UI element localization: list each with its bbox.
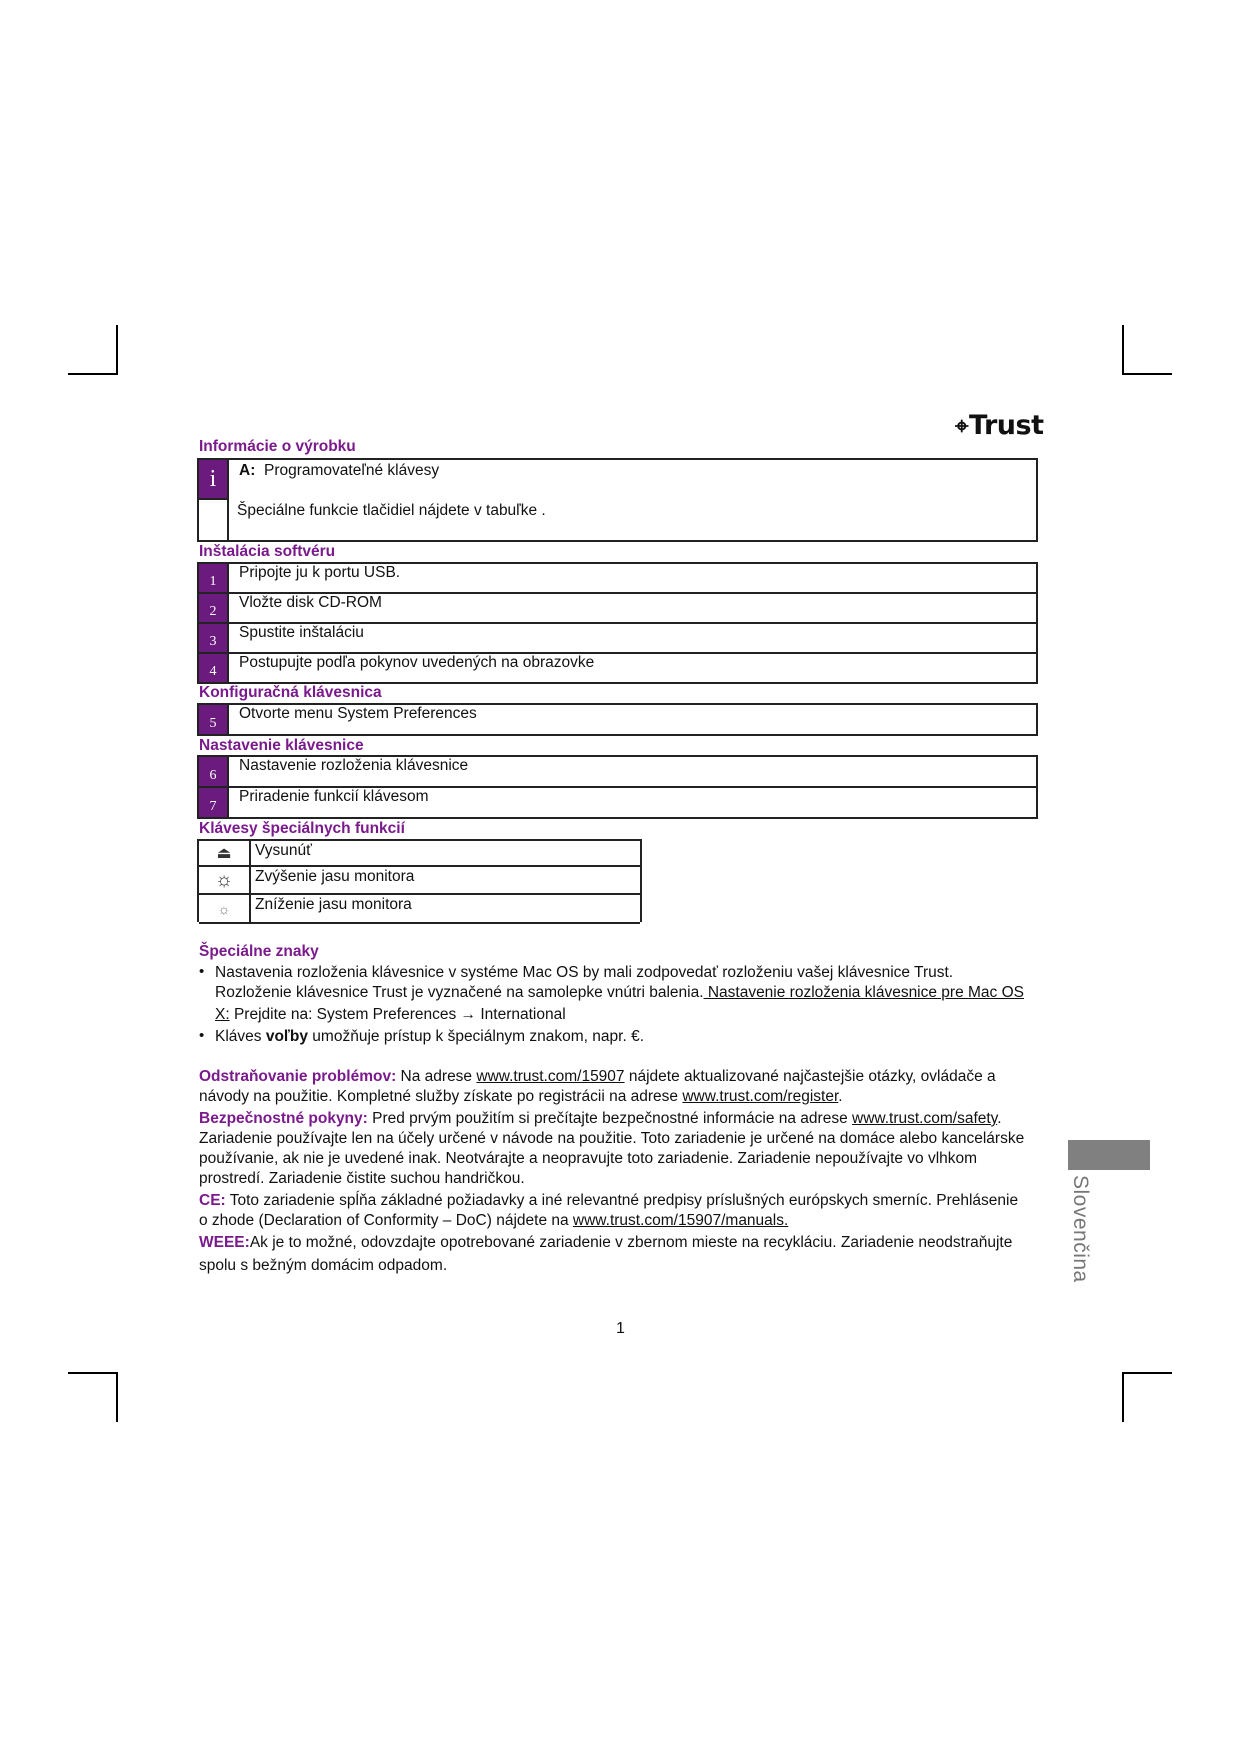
special-key-text: Vysunúť	[255, 842, 312, 859]
special-key-row	[199, 841, 640, 867]
install-step-2	[197, 592, 1038, 624]
step-text: Otvorte menu System Preferences	[239, 705, 477, 722]
step-number: 7	[199, 788, 229, 817]
special-keys-heading: Klávesy špeciálnych funkcií	[199, 820, 405, 837]
special-chars-bullet-2: Kláves voľby umožňuje prístup k špeciálnym znakom, napr. €.	[215, 1028, 644, 1045]
special-chars-bullet-1: Nastavenia rozloženia klávesnice v systéme Mac OS by mali zodpovedať rozloženiu vašej klávesnice Trust. Rozloženie klávesnice Trust je vyznačené na samolepke vnútri balenia. Nastavenie rozloženia klávesnice pre Mac OS X: Prejdite na: System Preferences → International	[215, 964, 1024, 1023]
page-number: 1	[616, 1320, 625, 1337]
config-step-5	[197, 703, 1038, 736]
step-number: 2	[199, 594, 229, 622]
special-keys-table	[197, 839, 642, 922]
weee-paragraph: WEEE:Ak je to možné, odovzdajte opotrebované zariadenie v zbernom mieste na recykláciu. Zariadenie neodstraňujte spolu s bežným domácim odpadom.	[199, 1234, 1013, 1274]
step-number: 4	[199, 654, 229, 682]
keyboard-settings-heading: Nastavenie klávesnice	[199, 737, 364, 754]
info-icon: i	[199, 460, 229, 500]
safety-link[interactable]: www.trust.com/safety	[852, 1110, 998, 1127]
special-key-row	[199, 895, 640, 924]
step-number: 1	[199, 564, 229, 592]
language-label: Slovenčina	[1069, 1175, 1092, 1283]
manuals-link[interactable]: www.trust.com/15907/manuals.	[572, 1212, 789, 1229]
special-key-text: Zvýšenie jasu monitora	[255, 868, 415, 885]
eject-icon: ⏏	[199, 841, 251, 865]
ce-paragraph: CE: Toto zariadenie spĺňa základné požiadavky a iné relevantné predpisy príslušných európskych smerníc. Prehlásenie o zhode (Declaration of Conformity – DoC) nájdete na www.trust.com/15907/manuals.	[199, 1192, 1019, 1229]
install-step-4	[197, 652, 1038, 684]
keyboard-config-heading: Konfiguračná klávesnica	[199, 684, 382, 701]
brightness-down-icon: ☼	[199, 895, 251, 922]
safety-paragraph: Bezpečnostné pokyny: Pred prvým použitím si prečítajte bezpečnostné informácie na adrese www.trust.com/safety. Zariadenie používajte len na účely určené v návode na použitie. Toto zariadenie je určené na domáce alebo kancelárske používanie, ak nie je uvedené inak. Neotvárajte a neopravujte toto zariadenie. Zariadenie nepoužívajte vo vlhkom prostredí. Zariadenie čistite suchou handričkou.	[199, 1110, 1025, 1187]
trust-logo-icon: ⌖	[955, 412, 969, 440]
info-blank-cell	[199, 500, 229, 540]
step-text: Pripojte ju k portu USB.	[239, 564, 401, 581]
special-key-text: Zníženie jasu monitora	[255, 896, 412, 913]
special-chars-heading: Špeciálne znaky	[199, 943, 319, 960]
product-info-heading: Informácie o výrobku	[199, 438, 356, 455]
troubleshooting-paragraph: Odstraňovanie problémov: Na adrese www.trust.com/15907 nájdete aktualizované najčastejšie otázky, ovládače a návody na použitie. Kompletné služby získate po registrácii na adrese www.trust.com/register.	[199, 1068, 996, 1105]
step-number: 6	[199, 757, 229, 786]
trust-logo: ⌖Trust	[955, 410, 1044, 441]
language-tab	[1068, 1140, 1150, 1170]
product-note: Špeciálne funkcie tlačidiel nájdete v tabuľke .	[237, 502, 546, 519]
bullet-dot: •	[199, 1027, 205, 1044]
install-step-1	[197, 562, 1038, 594]
step-text: Priradenie funkcií klávesom	[239, 788, 429, 805]
step-text: Postupujte podľa pokynov uvedených na obrazovke	[239, 654, 595, 671]
brightness-up-icon: ☼	[199, 867, 251, 893]
register-link[interactable]: www.trust.com/register	[682, 1088, 839, 1105]
settings-step-7	[197, 786, 1038, 819]
product-info-box	[197, 458, 1038, 542]
install-step-3	[197, 622, 1038, 654]
software-install-heading: Inštalácia softvéru	[199, 543, 336, 560]
step-text: Nastavenie rozloženia klávesnice	[239, 757, 469, 774]
bullet-dot: •	[199, 963, 205, 980]
step-text: Vložte disk CD-ROM	[239, 594, 382, 611]
faq-link[interactable]: www.trust.com/15907	[476, 1068, 625, 1085]
product-key-line: A: Programovateľné klávesy	[239, 462, 440, 479]
settings-step-6	[197, 755, 1038, 788]
special-key-row	[199, 867, 640, 895]
step-number: 3	[199, 624, 229, 652]
step-number: 5	[199, 705, 229, 734]
step-text: Spustite inštaláciu	[239, 624, 364, 641]
